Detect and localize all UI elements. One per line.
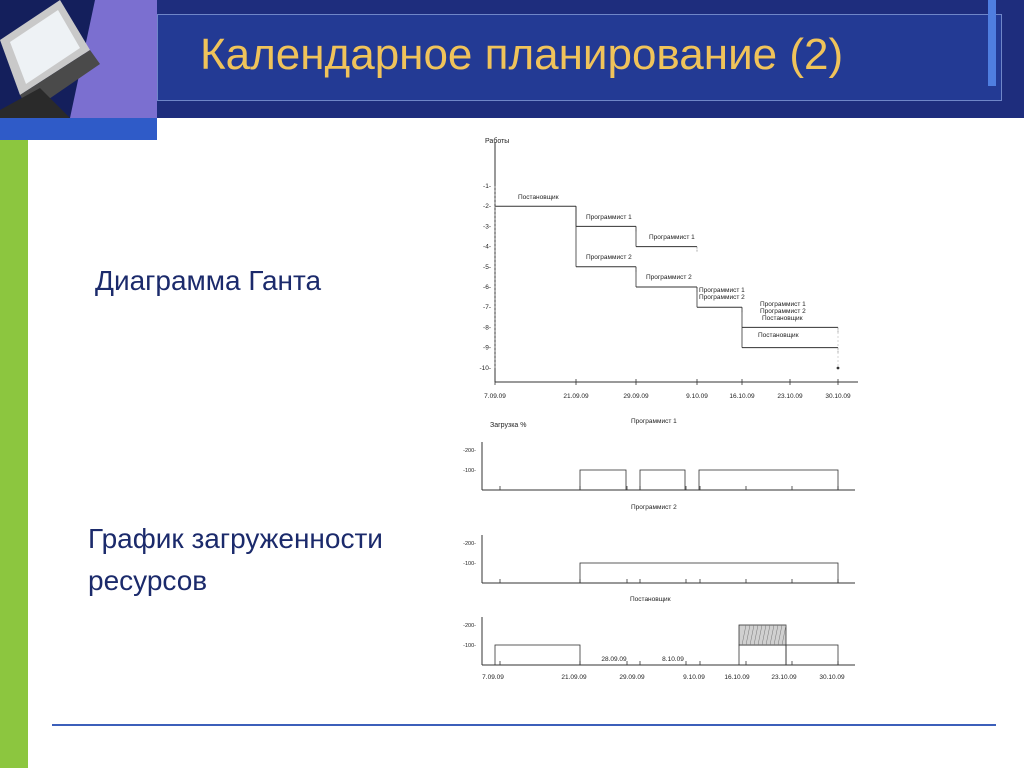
load-y-tick-label: -100- <box>463 643 476 649</box>
load-y-tick-label: -100- <box>463 561 476 567</box>
load-bar <box>640 470 685 490</box>
gantt-x-tick-label: 30.10.09 <box>825 393 851 400</box>
left-accent-bar <box>0 140 28 768</box>
load-date-label: 28.09.09 <box>601 656 627 663</box>
load-bar <box>580 470 626 490</box>
load-bar <box>786 645 838 665</box>
load-y-tick-label: -200- <box>463 448 476 454</box>
gantt-x-tick-label: 9.10.09 <box>686 393 708 400</box>
load-y-tick-label: -200- <box>463 623 476 629</box>
gantt-x-tick-label: 16.10.09 <box>729 393 755 400</box>
gantt-y-tick-label: -7- <box>483 304 491 312</box>
gantt-end-marker <box>837 367 840 370</box>
corner-strip <box>0 118 157 140</box>
gantt-task-label: Постановщик <box>758 332 799 339</box>
gantt-task-label: Программист 1 <box>586 214 632 221</box>
gantt-y-tick-label: -6- <box>483 284 491 291</box>
gantt-label: Диаграмма Ганта <box>95 265 322 296</box>
load-x-tick-label: 16.10.09 <box>724 674 750 681</box>
load-series-name: Программист 1 <box>631 418 677 425</box>
gantt-y-tick-label: -9- <box>483 344 491 352</box>
gantt-y-axis-title: Работы <box>485 138 510 145</box>
load-y-tick-label: -100- <box>463 468 476 474</box>
load-x-tick-label: 29.09.09 <box>619 674 645 681</box>
slide-title: Календарное планирование (2) <box>200 30 844 79</box>
load-y-axis-title: Загрузка % <box>490 422 527 429</box>
bottom-rule <box>52 724 996 726</box>
gantt-y-tick-label: -10- <box>479 364 491 372</box>
gantt-x-tick-label: 29.09.09 <box>623 393 649 400</box>
resource-load-label-line2: ресурсов <box>88 565 208 596</box>
gantt-y-tick-label: -2- <box>483 203 491 211</box>
resource-load-label-line1: График загруженности <box>88 523 383 554</box>
load-bar <box>580 563 838 583</box>
gantt-task-label: Программист 2 <box>760 308 806 315</box>
load-bar <box>699 470 838 490</box>
resource-load-label <box>88 518 383 602</box>
gantt-task-label: Постановщик <box>518 194 559 201</box>
monitor-icon <box>0 0 157 118</box>
load-y-tick-label: -200- <box>463 541 476 547</box>
load-x-tick-label: 23.10.09 <box>771 674 797 681</box>
gantt-task-label: Программист 1 <box>649 234 695 241</box>
gantt-x-tick-label: 23.10.09 <box>777 393 803 400</box>
accent-bar <box>988 0 996 86</box>
gantt-task-label: Программист 1 <box>760 301 806 308</box>
load-x-tick-label: 7.09.09 <box>482 674 504 681</box>
gantt-task-label: Программист 2 <box>586 254 632 261</box>
gantt-y-tick-label: -4- <box>483 243 491 251</box>
gantt-task-label: Программист 1 <box>699 287 745 294</box>
gantt-y-tick-label: -3- <box>483 223 491 231</box>
load-series-name: Постановщик <box>630 596 671 603</box>
charts-figure <box>460 128 860 688</box>
gantt-y-tick-label: -8- <box>483 324 491 332</box>
load-date-label: 8.10.09 <box>662 656 684 663</box>
gantt-task-label: Программист 2 <box>699 294 745 301</box>
load-x-tick-label: 30.10.09 <box>819 674 845 681</box>
gantt-task-label: Постановщик <box>762 315 803 322</box>
load-series-name: Программист 2 <box>631 504 677 511</box>
gantt-x-tick-label: 7.09.09 <box>484 393 506 400</box>
load-x-tick-label: 9.10.09 <box>683 674 705 681</box>
gantt-y-tick-label: -5- <box>483 263 491 271</box>
gantt-task-label: Программист 2 <box>646 274 692 281</box>
gantt-x-tick-label: 21.09.09 <box>563 393 589 400</box>
gantt-y-tick-label: -1- <box>483 183 491 190</box>
corner-logo <box>0 0 157 118</box>
load-x-tick-label: 21.09.09 <box>561 674 587 681</box>
load-bar <box>495 645 580 665</box>
